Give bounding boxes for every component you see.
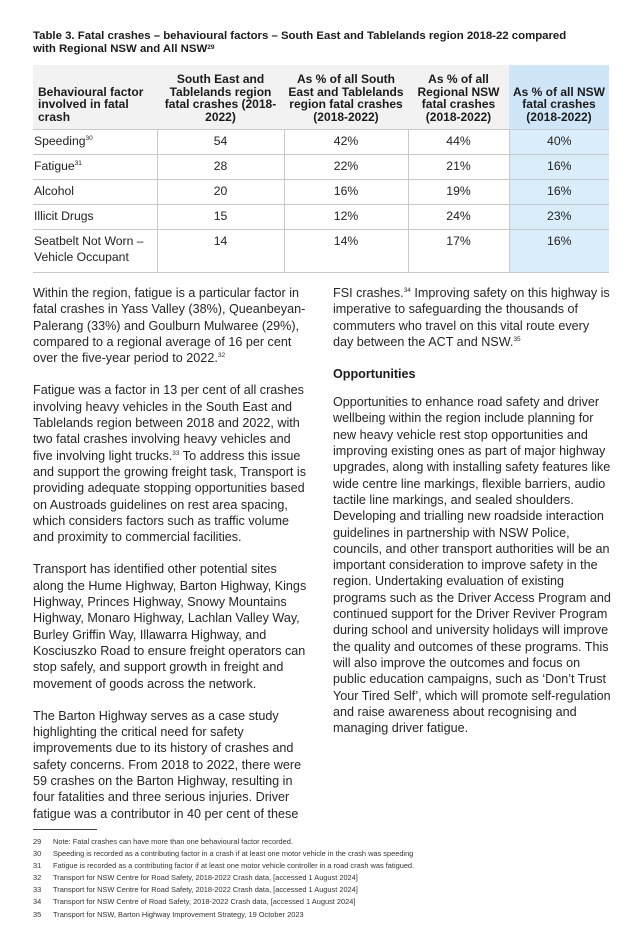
footnote xyxy=(33,836,609,848)
pct-regional-cell: 17% xyxy=(408,230,509,273)
paragraph-text: Opportunities to enhance road safety and driver wellbeing within the region include planning for new heavy vehicle rest stop opportunities and improving existing ones as part of major highway upgrades, along with installing safety features like wide centre line markings, flexible barriers, audio tactile line markings, and sealed shoulders. Developing and trialling new roadside interaction guidelines in partnership with NSW Police, councils, and other transport authorities will be an important consideration to improve safety in the region. Undertaking evaluation of existing programs such as the Driver Access Program and continued support for the Driver Reviver Program during school and university holidays will improve the quality and outcomes of these programs. This will also improve the outcomes and focus on public education campaigns, such as ‘Don’t Trust Your Tired Self’, which will promote self-regulation and raise awareness about recognising and managing driver fatigue. xyxy=(333,395,611,736)
paragraph xyxy=(33,708,309,822)
footnotes xyxy=(33,836,609,921)
factor-label: Speeding xyxy=(34,134,86,148)
left-column xyxy=(33,285,309,838)
footnote-ref: 33 xyxy=(172,449,180,457)
footnote xyxy=(33,909,609,921)
table-section xyxy=(33,30,609,273)
count-cell: 54 xyxy=(157,130,284,155)
pct-nsw-cell: 23% xyxy=(509,205,609,230)
behavioural-factors-table xyxy=(33,65,609,273)
paragraph-text: The Barton Highway serves as a case study highlighting the critical need for safety improvements due to its history of crashes and safety concerns. From 2018 to 2022, there were 59 crashes on the Barton Highway, resulting in four fatalities and three serious injuries. Driver fatigue was a contributor in 40 per cent of these xyxy=(33,708,302,821)
count-cell: 28 xyxy=(157,155,284,180)
count-cell: 20 xyxy=(157,180,284,205)
pct-nsw-cell: 16% xyxy=(509,155,609,180)
table-row xyxy=(33,180,609,205)
pct-regional-cell: 24% xyxy=(408,205,509,230)
footnote-text: Fatigue is recorded as a contributing factor if at least one motor vehicle controller in a road crash was fatigued. xyxy=(53,861,415,871)
header-pct-region: As % of all South East and Tablelands region fatal crashes (2018-2022) xyxy=(284,65,408,130)
pct-region-cell: 14% xyxy=(284,230,408,273)
paragraph xyxy=(33,561,309,691)
pct-nsw-cell: 16% xyxy=(509,180,609,205)
header-behavioural-factor: Behavioural factor involved in fatal crash xyxy=(33,65,157,130)
footnote-ref: 31 xyxy=(74,160,82,167)
paragraph-text: FSI crashes. xyxy=(333,286,404,300)
footnote-number: 32 xyxy=(33,873,42,883)
table-row xyxy=(33,230,609,273)
pct-regional-cell: 21% xyxy=(408,155,509,180)
footnote-ref: 30 xyxy=(85,135,93,142)
caption-line-2: with Regional NSW and All NSW xyxy=(33,43,208,55)
footnote-ref: 34 xyxy=(403,287,411,294)
right-column xyxy=(333,285,611,752)
pct-nsw-cell: 40% xyxy=(509,130,609,155)
paragraph xyxy=(33,285,309,366)
footnote-text: Note: Fatal crashes can have more than one behavioural factor recorded. xyxy=(53,837,293,846)
factor-cell xyxy=(33,230,157,273)
paragraph xyxy=(33,382,309,545)
section-heading: Opportunities xyxy=(333,367,416,382)
table-row xyxy=(33,205,609,230)
table-row xyxy=(33,155,609,180)
footnote-text: Transport for NSW Centre for Road Safety, 2018-2022 Crash data, [accessed 1 August 2024] xyxy=(53,873,358,883)
table-header-row xyxy=(33,65,609,130)
pct-nsw-cell: 16% xyxy=(509,230,609,273)
pct-region-cell: 42% xyxy=(284,130,408,155)
footnote-ref: 32 xyxy=(217,352,226,360)
count-cell: 14 xyxy=(157,230,284,273)
footnote xyxy=(33,896,609,908)
caption-footnote-ref: 29 xyxy=(207,44,215,51)
paragraph-text: To address this issue and support the growing freight task, Transport is providing adequate stopping opportunities based on Austroads guidelines on rest area spacing, which considers factors such as traffic volume and proximity to commercial facilities. xyxy=(33,448,307,545)
pct-region-cell: 16% xyxy=(284,180,408,205)
paragraph xyxy=(333,285,611,350)
footnote-number: 31 xyxy=(33,861,42,871)
pct-regional-cell: 44% xyxy=(408,130,509,155)
footnote-number: 35 xyxy=(33,909,42,919)
footnote-divider xyxy=(33,829,97,830)
header-region-fatal-crashes: South East and Tablelands region fatal crashes (2018-2022) xyxy=(157,65,284,130)
pct-regional-cell: 19% xyxy=(408,180,509,205)
header-pct-nsw: As % of all NSW fatal crashes (2018-2022) xyxy=(509,65,609,130)
factor-cell xyxy=(33,180,157,205)
table-row xyxy=(33,130,609,155)
pct-region-cell: 12% xyxy=(284,205,408,230)
footnote-number: 34 xyxy=(33,897,42,907)
header-pct-regional-nsw: As % of all Regional NSW fatal crashes (2018-2022) xyxy=(408,65,509,130)
paragraph-text: Transport has identified other potential sites along the Hume Highway, Barton Highway, Kings Highway, Princes Highway, Snowy Mountains Highway, Monaro Highway, Lachlan Valley Way, Burley Griffin Way, Illawarra Highway, and Kosciuszko Road to ensure freight operators can stop safely, and support growth in freight and movement of goods across the network. xyxy=(33,562,307,691)
footnote-text: Transport for NSW, Barton Highway Improvement Strategy, 19 October 2023 xyxy=(53,909,304,919)
footnote xyxy=(33,884,609,896)
footnote-ref: 35 xyxy=(513,335,521,343)
footnote-number: 33 xyxy=(33,885,42,895)
paragraph-text: Fatigue was a factor in 13 per cent of all crashes involving heavy vehicles in the South East and Tablelands region between 2018 and 2022, with two fatal crashes involving heavy vehicles and five involving light trucks. xyxy=(33,383,304,463)
factor-label: Fatigue xyxy=(34,159,75,173)
count-cell: 15 xyxy=(157,205,284,230)
caption-line-1: Table 3. Fatal crashes – behavioural factors – South East and Tablelands region 2018-22 compared xyxy=(33,30,567,42)
factor-cell xyxy=(33,130,157,155)
footnote xyxy=(33,872,609,884)
factor-label: Alcohol xyxy=(34,184,74,198)
table-caption xyxy=(33,30,609,56)
paragraph-text: Within the region, fatigue is a particular factor in fatal crashes in Yass Valley (38%), Queanbeyan-Palerang (33%) and Goulburn Mulwaree (29%), compared to a regional average of 16 per cent over the five-year period to 2022. xyxy=(33,286,306,366)
footnote-number: 29 xyxy=(33,837,42,846)
footnote-text: Transport for NSW Centre of Road Safety, 2018-2022 Crash data, [accessed 1 August 2024] xyxy=(53,897,356,907)
paragraph xyxy=(333,394,611,736)
footnote-text: Speeding is recorded as a contributing factor in a crash if at least one motor vehicle in the crash was speeding xyxy=(53,849,414,859)
factor-label: Seatbelt Not Worn – Vehicle Occupant xyxy=(34,234,144,264)
footnote xyxy=(33,860,609,872)
factor-cell xyxy=(33,155,157,180)
factor-label: Illicit Drugs xyxy=(34,209,94,223)
pct-region-cell: 22% xyxy=(284,155,408,180)
paragraph-text: Improving safety on this highway is imperative to safeguarding the thousands of commuters who travel on this vital route every day between the ACT and NSW. xyxy=(333,286,610,349)
footnote xyxy=(33,848,609,860)
footnote-text: Transport for NSW Centre for Road Safety, 2018-2022 Crash data, [accessed 1 August 2024] xyxy=(53,885,358,895)
footnote-number: 30 xyxy=(33,849,42,859)
factor-cell xyxy=(33,205,157,230)
